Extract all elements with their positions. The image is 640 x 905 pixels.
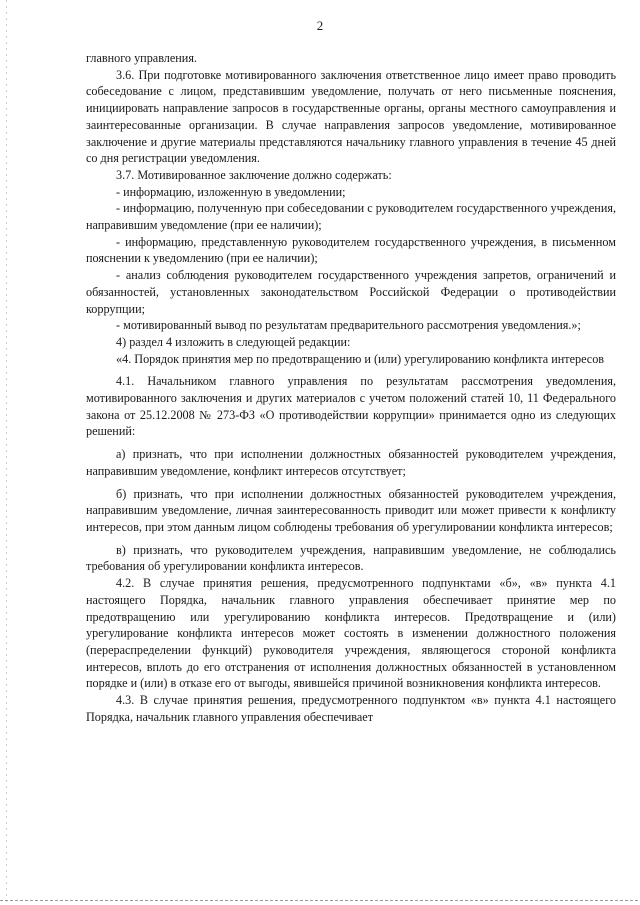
paragraph-section-4-intro: 4) раздел 4 изложить в следующей редакции:	[116, 334, 351, 349]
decision-b: б) признать, что при исполнении должностных обязанностей руководителем учреждения, направившим уведомление, личная заинтересованность приводит или может привести к конфликту интересов, при этом данным лицом соблюдены требования об урегулировании конфликта интересов;	[86, 486, 616, 534]
scan-bottom-edge	[0, 900, 640, 901]
document-body	[86, 50, 616, 725]
paragraph-3-7: 3.7. Мотивированное заключение должно содержать:	[116, 167, 392, 182]
list-item-info-explanation: - информацию, представленную руководителем государственного учреждения, в письменном пояснении к уведомлению (при ее наличии);	[86, 234, 616, 266]
scan-left-edge	[6, 0, 7, 905]
list-item-info-notice: - информацию, изложенную в уведомлении;	[116, 184, 346, 199]
section-4-heading: «4. Порядок принятия мер по предотвращению и (или) урегулированию конфликта интересов	[116, 351, 605, 366]
paragraph-3-6: 3.6. При подготовке мотивированного заключения ответственное лицо имеет право проводить собеседование с лицом, представившим уведомление, получать от него письменные пояснения, инициировать направление запросов в государственные органы, органы местного самоуправления и заинтересованные организации. В случае направления запросов уведомление, мотивированное заключение и другие материалы представляются начальнику главного управления в течение 45 дней со дня регистрации уведомления.	[86, 67, 616, 166]
page-number: 2	[316, 18, 324, 33]
paragraph-4-3: 4.3. В случае принятия решения, предусмотренного подпунктом «в» пункта 4.1 настоящего Порядка, начальник главного управления обеспечивает	[86, 693, 616, 724]
decision-a: а) признать, что при исполнении должностных обязанностей руководителем учреждения, направившим уведомление, конфликт интересов отсутствует;	[86, 447, 616, 478]
paragraph-4-1: 4.1. Начальником главного управления по результатам рассмотрения уведомления, мотивированного заключения и других материалов с учетом положений статей 10, 11 Федерального закона от 25.12.2008 № 273-ФЗ «О противодействии коррупции» принимается одно из следующих решений:	[86, 374, 616, 439]
list-item-conclusion: - мотивированный вывод по результатам предварительного рассмотрения уведомления.»;	[116, 318, 581, 333]
list-item-info-interview: - информацию, полученную при собеседовании с руководителем государственного учреждения, направившим уведомление (при ее наличии);	[86, 201, 616, 233]
decision-v: в) признать, что руководителем учреждения, направившим уведомление, не соблюдались требования об урегулировании конфликта интересов.	[86, 542, 616, 574]
paragraph-continuation: главного управления.	[86, 51, 197, 65]
list-item-analysis: - анализ соблюдения руководителем государственного учреждения запретов, ограничений и обязанностей, установленных законодательством Российской Федерации о противодействии коррупции;	[86, 268, 616, 316]
paragraph-4-2: 4.2. В случае принятия решения, предусмотренного подпунктами «б», «в» пункта 4.1 настоящего Порядка, начальник главного управления обеспечивает принятие мер по предотвращению или урегулированию конфликта интересов. Предотвращение и (или) урегулирование конфликта интересов может состоять в изменении должностного положения (перераспределении функций) руководителя учреждения, являющегося стороной конфликта интересов, вплоть до его отстранения от исполнения должностных обязанностей в установленном порядке и (или) в отказе его от выгоды, явившейся причиной возникновения конфликта интересов.	[86, 576, 616, 691]
